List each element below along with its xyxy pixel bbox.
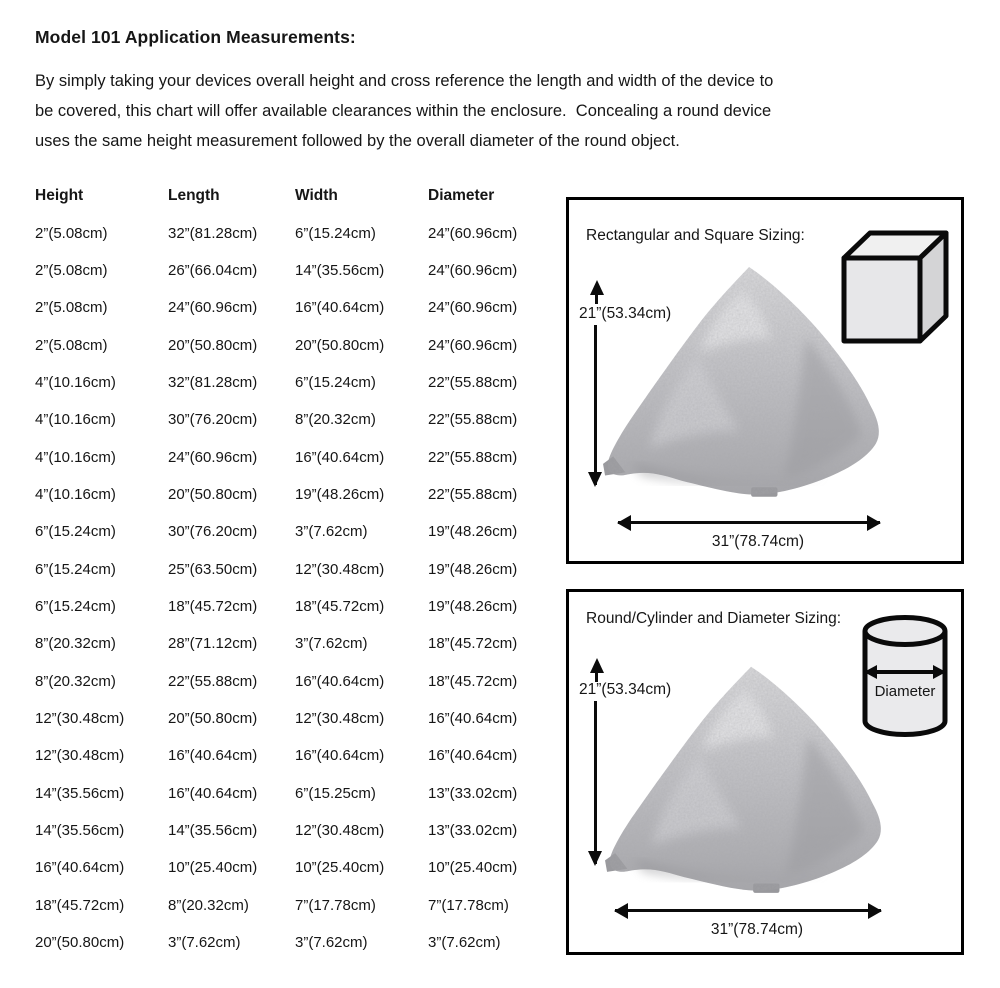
height-dimension-label: 21”(53.34cm) xyxy=(579,305,672,322)
table-cell: 22”(55.88cm) xyxy=(428,448,518,466)
table-row xyxy=(35,214,580,251)
table-cell: 12”(30.48cm) xyxy=(295,709,385,727)
table-cell: 16”(40.64cm) xyxy=(295,747,385,765)
table-cell: 7”(17.78cm) xyxy=(428,896,509,914)
table-cell: 22”(55.88cm) xyxy=(428,411,518,429)
table-cell: 24”(60.96cm) xyxy=(428,261,518,279)
table-cell: 18”(45.72cm) xyxy=(35,896,125,914)
table-row xyxy=(35,364,580,401)
rock-enclosure-image xyxy=(601,250,885,500)
table-cell: 10”(25.40cm) xyxy=(168,859,258,877)
table-row xyxy=(35,252,580,289)
table-row xyxy=(35,737,580,774)
table-cell: 28”(71.12cm) xyxy=(168,635,258,653)
table-cell: 14”(35.56cm) xyxy=(35,822,125,840)
width-dimension-label: 31”(78.74cm) xyxy=(711,533,805,550)
rect-panel-title: Rectangular and Square Sizing: xyxy=(586,227,805,244)
table-cell: 12”(30.48cm) xyxy=(295,822,385,840)
table-cell: 6”(15.24cm) xyxy=(35,523,116,541)
table-row xyxy=(35,550,580,587)
table-cell: 22”(55.88cm) xyxy=(168,672,258,690)
table-cell: 19”(48.26cm) xyxy=(428,597,518,615)
table-cell: 10”(25.40cm) xyxy=(295,859,385,877)
table-row xyxy=(35,289,580,326)
table-row xyxy=(35,438,580,475)
table-cell: 24”(60.96cm) xyxy=(168,448,258,466)
table-cell: 3”(7.62cm) xyxy=(168,934,241,952)
column-header: Length xyxy=(168,186,220,204)
table-cell: 25”(63.50cm) xyxy=(168,560,258,578)
height-dimension-label: 21”(53.34cm) xyxy=(579,681,672,698)
table-cell: 3”(7.62cm) xyxy=(295,934,368,952)
table-cell: 8”(20.32cm) xyxy=(295,411,376,429)
table-cell: 14”(35.56cm) xyxy=(168,822,258,840)
column-header: Diameter xyxy=(428,186,495,204)
table-cell: 2”(5.08cm) xyxy=(35,261,108,279)
table-row xyxy=(35,849,580,886)
table-cell: 24”(60.96cm) xyxy=(428,299,518,317)
table-cell: 24”(60.96cm) xyxy=(428,336,518,354)
intro-line: uses the same height measurement followed by the overall diameter of the round object. xyxy=(35,132,680,150)
table-cell: 26”(66.04cm) xyxy=(168,261,258,279)
table-row xyxy=(35,662,580,699)
table-cell: 20”(50.80cm) xyxy=(168,336,258,354)
table-row xyxy=(35,887,580,924)
table-cell: 30”(76.20cm) xyxy=(168,411,258,429)
table-cell: 6”(15.24cm) xyxy=(35,597,116,615)
table-cell: 18”(45.72cm) xyxy=(295,597,385,615)
arrow-down-icon xyxy=(594,701,597,864)
table-cell: 3”(7.62cm) xyxy=(428,934,501,952)
table-cell: 16”(40.64cm) xyxy=(168,784,258,802)
table-cell: 4”(10.16cm) xyxy=(35,411,116,429)
table-cell: 4”(10.16cm) xyxy=(35,485,116,503)
intro-line: By simply taking your devices overall height and cross reference the length and width of the device to xyxy=(35,72,774,90)
table-cell: 12”(30.48cm) xyxy=(35,747,125,765)
table-cell: 13”(33.02cm) xyxy=(428,784,518,802)
table-cell: 2”(5.08cm) xyxy=(35,299,108,317)
table-cell: 19”(48.26cm) xyxy=(428,560,518,578)
table-cell: 4”(10.16cm) xyxy=(35,373,116,391)
table-cell: 14”(35.56cm) xyxy=(295,261,385,279)
table-cell: 20”(50.80cm) xyxy=(35,934,125,952)
table-cell: 16”(40.64cm) xyxy=(168,747,258,765)
table-cell: 10”(25.40cm) xyxy=(428,859,518,877)
table-cell: 13”(33.02cm) xyxy=(428,822,518,840)
table-row xyxy=(35,401,580,438)
intro-paragraph xyxy=(35,66,773,156)
round-panel-title: Round/Cylinder and Diameter Sizing: xyxy=(586,610,842,627)
round-sizing-panel xyxy=(566,589,964,955)
table-row xyxy=(35,700,580,737)
table-row xyxy=(35,513,580,550)
table-cell: 6”(15.24cm) xyxy=(295,224,376,242)
column-header: Width xyxy=(295,186,338,204)
table-row xyxy=(35,625,580,662)
table-row xyxy=(35,588,580,625)
table-cell: 32”(81.28cm) xyxy=(168,373,258,391)
table-cell: 4”(10.16cm) xyxy=(35,448,116,466)
table-cell: 8”(20.32cm) xyxy=(168,896,249,914)
table-cell: 8”(20.32cm) xyxy=(35,635,116,653)
table-row xyxy=(35,326,580,363)
table-cell: 16”(40.64cm) xyxy=(35,859,125,877)
table-cell: 8”(20.32cm) xyxy=(35,672,116,690)
table-cell: 16”(40.64cm) xyxy=(295,672,385,690)
table-cell: 22”(55.88cm) xyxy=(428,485,518,503)
intro-line: be covered, this chart will offer available clearances within the enclosure. Concealing a round device xyxy=(35,102,772,120)
table-cell: 3”(7.62cm) xyxy=(295,635,368,653)
width-dimension-label: 31”(78.74cm) xyxy=(710,921,804,938)
table-cell: 24”(60.96cm) xyxy=(168,299,258,317)
arrow-down-icon xyxy=(594,325,597,485)
rectangular-sizing-panel xyxy=(566,197,964,564)
table-cell: 12”(30.48cm) xyxy=(295,560,385,578)
table-cell: 16”(40.64cm) xyxy=(295,448,385,466)
table-cell: 12”(30.48cm) xyxy=(35,709,125,727)
arrow-up-icon xyxy=(589,280,604,304)
table-cell: 18”(45.72cm) xyxy=(428,672,518,690)
table-cell: 6”(15.24cm) xyxy=(35,560,116,578)
table-cell: 19”(48.26cm) xyxy=(428,523,518,541)
table-cell: 18”(45.72cm) xyxy=(428,635,518,653)
table-cell: 19”(48.26cm) xyxy=(295,485,385,503)
measurements-table xyxy=(35,177,580,961)
table-cell: 3”(7.62cm) xyxy=(295,523,368,541)
table-cell: 16”(40.64cm) xyxy=(428,709,518,727)
table-cell: 20”(50.80cm) xyxy=(168,709,258,727)
table-row xyxy=(35,924,580,961)
table-cell: 6”(15.24cm) xyxy=(295,373,376,391)
arrow-up-icon xyxy=(589,658,604,682)
horizontal-double-arrow-icon xyxy=(618,521,880,524)
table-cell: 2”(5.08cm) xyxy=(35,224,108,242)
table-header-row xyxy=(35,177,580,214)
table-row xyxy=(35,476,580,513)
table-cell: 32”(81.28cm) xyxy=(168,224,258,242)
table-cell: 30”(76.20cm) xyxy=(168,523,258,541)
table-cell: 7”(17.78cm) xyxy=(295,896,376,914)
table-cell: 16”(40.64cm) xyxy=(428,747,518,765)
table-cell: 22”(55.88cm) xyxy=(428,373,518,391)
table-cell: 20”(50.80cm) xyxy=(295,336,385,354)
page-title: Model 101 Application Measurements: xyxy=(35,27,356,47)
table-cell: 2”(5.08cm) xyxy=(35,336,108,354)
table-cell: 16”(40.64cm) xyxy=(295,299,385,317)
table-row xyxy=(35,812,580,849)
table-cell: 20”(50.80cm) xyxy=(168,485,258,503)
table-cell: 6”(15.25cm) xyxy=(295,784,376,802)
table-row xyxy=(35,775,580,812)
diameter-label: Diameter xyxy=(874,683,936,700)
column-header: Height xyxy=(35,186,84,204)
table-cell: 18”(45.72cm) xyxy=(168,597,258,615)
table-cell: 24”(60.96cm) xyxy=(428,224,518,242)
table-cell: 14”(35.56cm) xyxy=(35,784,125,802)
horizontal-double-arrow-icon xyxy=(615,909,881,912)
